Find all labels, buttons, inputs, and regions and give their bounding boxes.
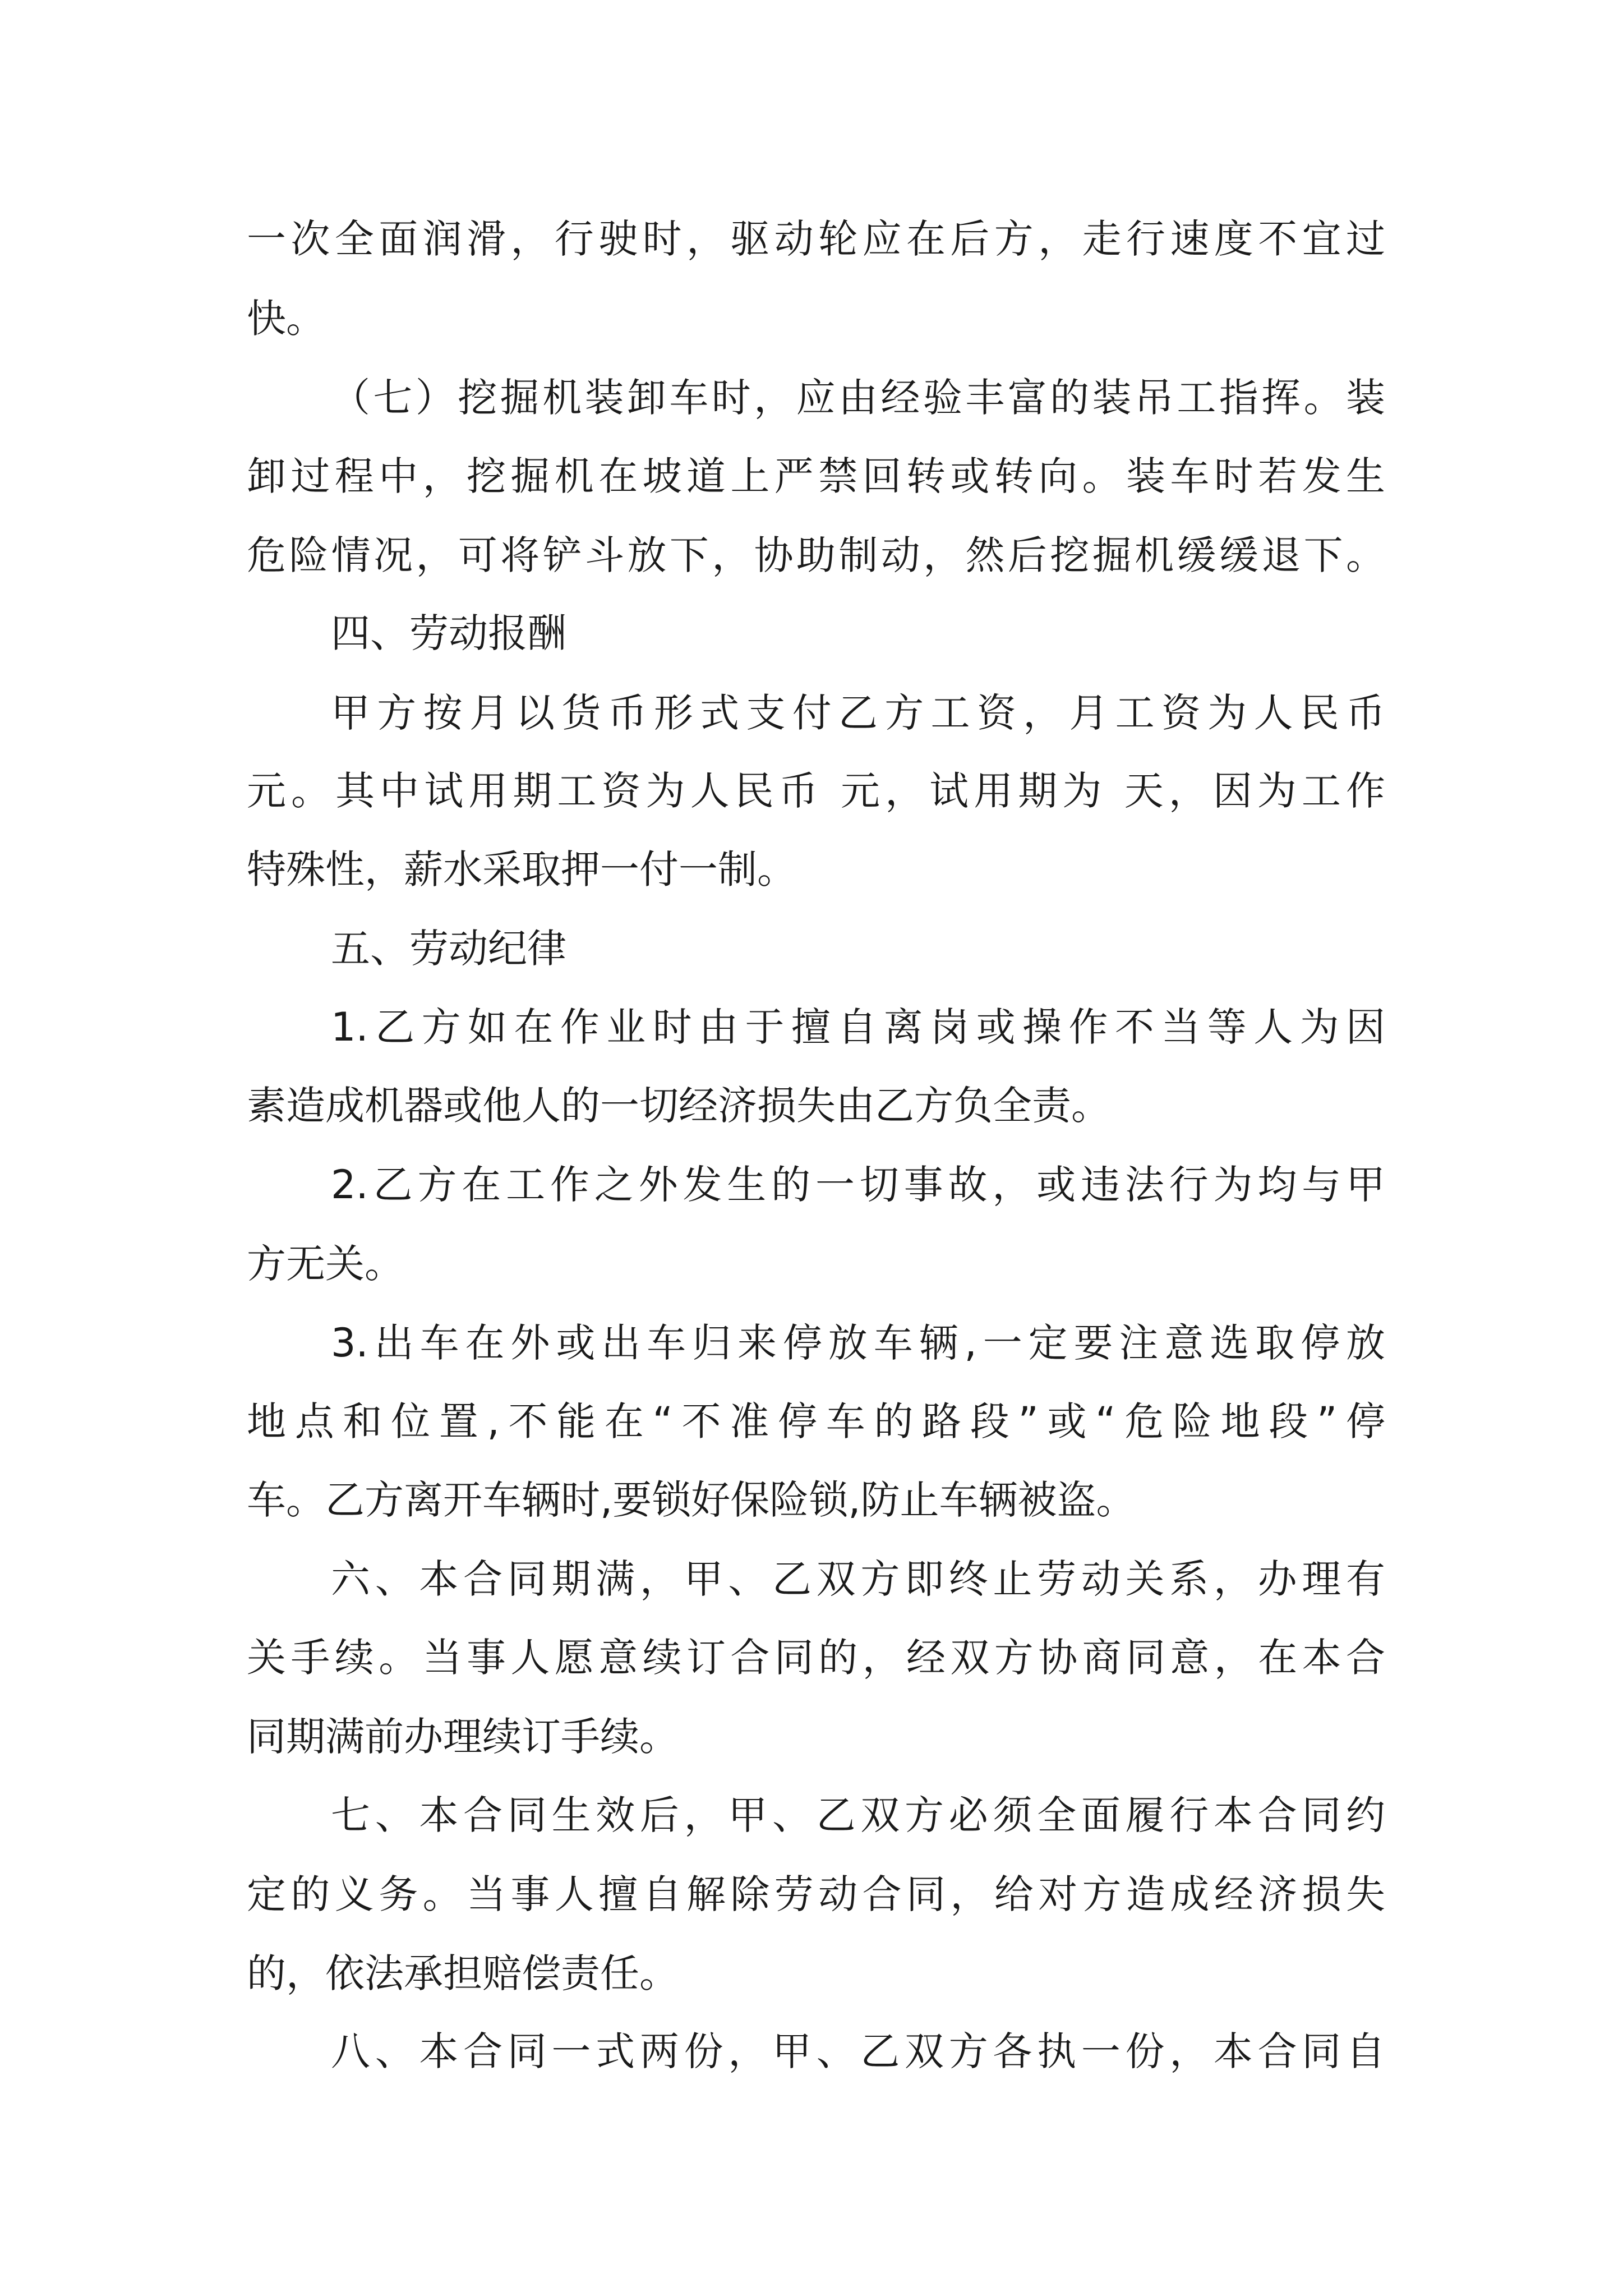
text-line: 关手续。当事人愿意续订合同的，经双方协商同意，在本合 bbox=[247, 1635, 1385, 1681]
text-line: 方无关。 bbox=[247, 1241, 404, 1287]
text-line: 七、本合同生效后，甲、乙双方必须全面履行本合同约 bbox=[331, 1792, 1385, 1838]
text-line: 元。其中试用期工资为人民币 元，试用期为 天，因为工作 bbox=[247, 768, 1385, 814]
text-line: 2.乙方在工作之外发生的一切事故，或违法行为均与甲 bbox=[331, 1162, 1385, 1208]
text-line: 车。乙方离开车辆时,要锁好保险锁,防止车辆被盗。 bbox=[247, 1477, 1136, 1523]
text-line: 的，依法承担赔偿责任。 bbox=[247, 1950, 679, 1996]
section-heading: 五、劳动纪律 bbox=[331, 926, 566, 972]
text-line: 快。 bbox=[247, 296, 325, 342]
text-line: 甲方按月以货币形式支付乙方工资，月工资为人民币 bbox=[331, 690, 1385, 736]
text-line: 定的义务。当事人擅自解除劳动合同，给对方造成经济损失 bbox=[247, 1871, 1385, 1917]
text-line: 素造成机器或他人的一切经济损失由乙方负全责。 bbox=[247, 1083, 1110, 1129]
text-line: 特殊性，薪水采取押一付一制。 bbox=[247, 846, 796, 892]
text-line: 3.出车在外或出车归来停放车辆,一定要注意选取停放 bbox=[331, 1320, 1385, 1366]
section-heading: 四、劳动报酬 bbox=[331, 610, 566, 656]
text-line: 1.乙方如在作业时由于擅自离岗或操作不当等人为因 bbox=[331, 1004, 1385, 1050]
text-line: 同期满前办理续订手续。 bbox=[247, 1714, 679, 1760]
text-line: （七）挖掘机装卸车时，应由经验丰富的装吊工指挥。装 bbox=[331, 375, 1385, 421]
text-line: 八、本合同一式两份，甲、乙双方各执一份，本合同自 bbox=[331, 2028, 1385, 2074]
text-line: 卸过程中，挖掘机在坡道上严禁回转或转向。装车时若发生 bbox=[247, 453, 1385, 499]
text-line: 危险情况，可将铲斗放下，协助制动，然后挖掘机缓缓退下。 bbox=[247, 532, 1385, 578]
text-line: 地点和位置,不能在“不准停车的路段”或“危险地段”停 bbox=[247, 1398, 1385, 1444]
text-line: 一次全面润滑，行驶时，驱动轮应在后方，走行速度不宜过 bbox=[247, 216, 1385, 262]
text-line: 六、本合同期满，甲、乙双方即终止劳动关系，办理有 bbox=[331, 1556, 1385, 1602]
